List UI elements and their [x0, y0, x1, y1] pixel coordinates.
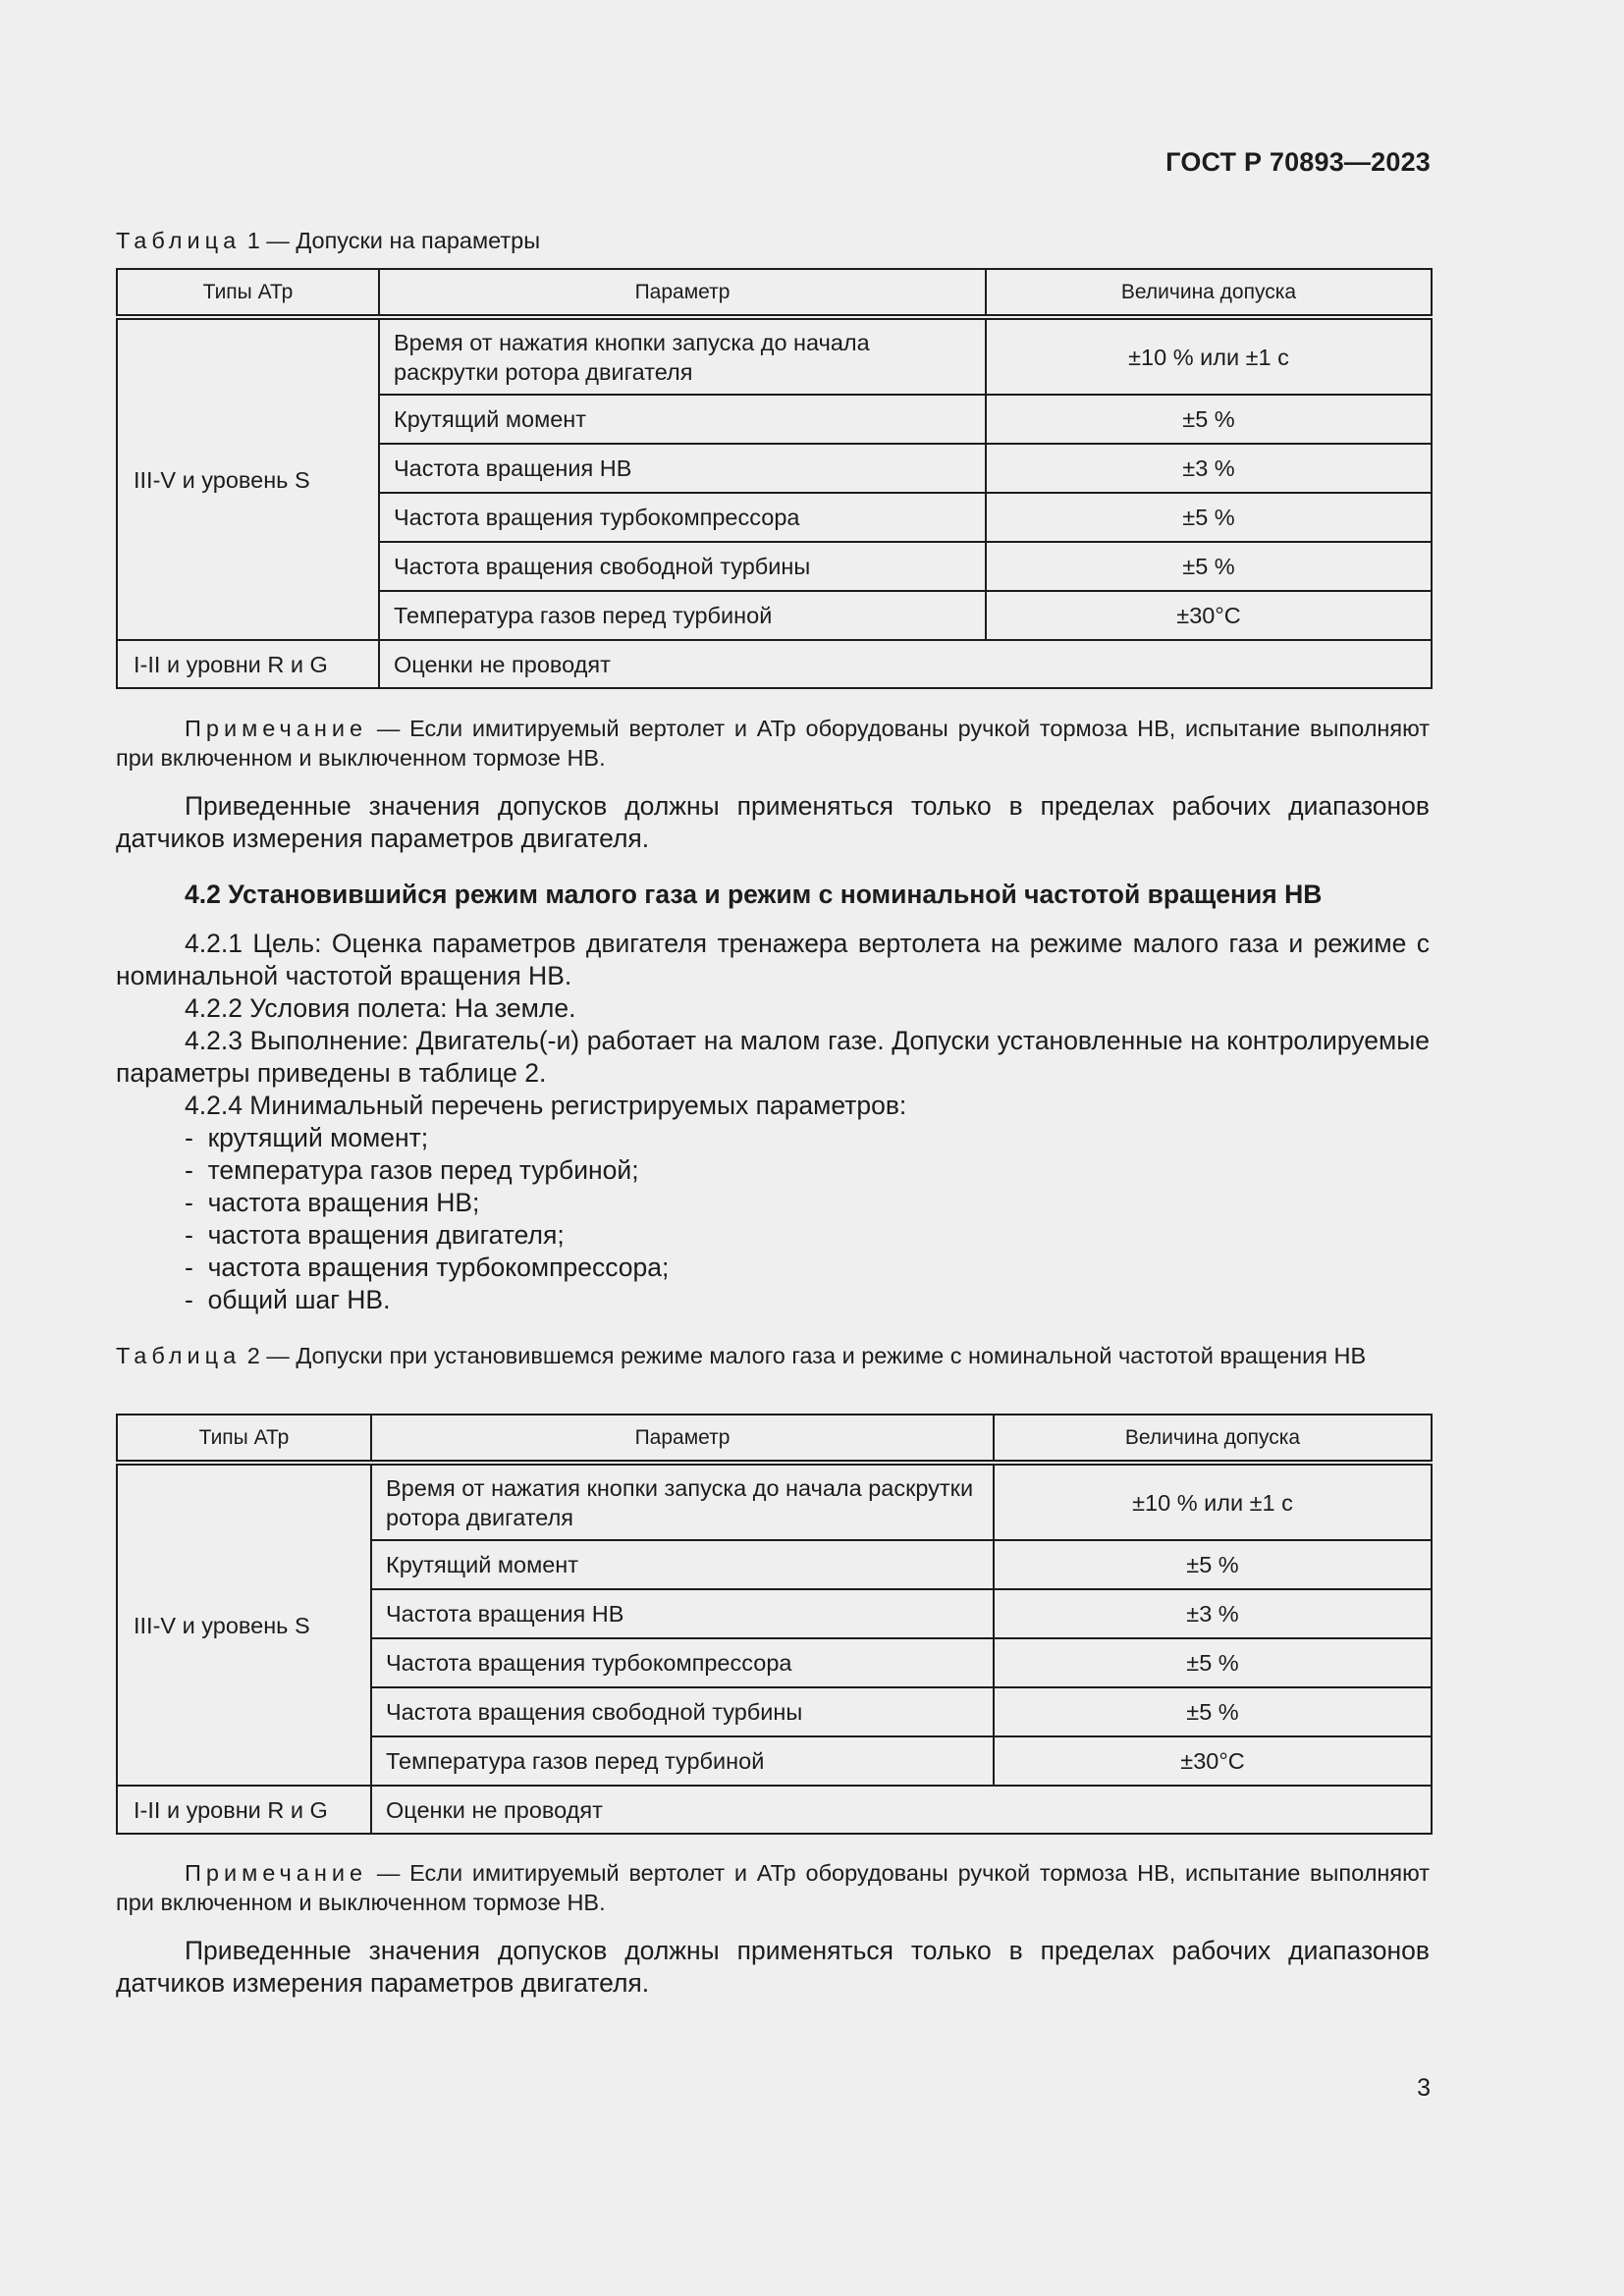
table2-type-group-b: I-II и уровни R и G	[117, 1786, 371, 1834]
note-text: — Если имитируемый вертолет и АТр оборудованы ручкой тормоза НВ, испытание выполняют при включенном и выключенном тормозе НВ.	[116, 1860, 1430, 1915]
paragraph-4-2-4: 4.2.4 Минимальный перечень регистрируемых параметров:	[185, 1091, 907, 1120]
table2-col-type: Типы АТр	[117, 1415, 371, 1463]
list-item: - крутящий момент;	[185, 1122, 669, 1154]
table2-param: Время от нажатия кнопки запуска до начала раскрутки ротора двигателя	[371, 1463, 994, 1540]
table1-param: Крутящий момент	[379, 395, 986, 444]
table2-value: ±5 %	[994, 1638, 1432, 1687]
paragraph-4-2-2: 4.2.2 Условия полета: На земле.	[185, 993, 576, 1023]
table-row	[117, 640, 1432, 688]
table2-param: Частота вращения НВ	[371, 1589, 994, 1638]
table2-param: Температура газов перед турбиной	[371, 1736, 994, 1786]
list-item: - общий шаг НВ.	[185, 1284, 669, 1316]
table1-col-param: Параметр	[379, 269, 986, 317]
paragraph-4-2-3: 4.2.3 Выполнение: Двигатель(-и) работает на малом газе. Допуски установленные на контролируемые параметры приведены в таблице 2.	[116, 1026, 1430, 1088]
table1-group-b-text: Оценки не проводят	[379, 640, 1432, 688]
table1-caption	[116, 226, 1430, 255]
table2-header-row	[117, 1415, 1432, 1463]
standard-number: ГОСТ Р 70893—2023	[1165, 147, 1431, 177]
paragraph: Приведенные значения допусков должны применяться только в пределах рабочих диапазонов датчиков измерения параметров двигателя.	[116, 791, 1430, 853]
list-item: - частота вращения НВ;	[185, 1187, 669, 1219]
table1-col-type: Типы АТр	[117, 269, 379, 317]
table-row	[117, 1786, 1432, 1834]
note-label: Примечание	[185, 1860, 368, 1886]
table2-value: ±30°C	[994, 1736, 1432, 1786]
table1-param: Температура газов перед турбиной	[379, 591, 986, 640]
list-item: - температура газов перед турбиной;	[185, 1154, 669, 1187]
table1-value: ±3 %	[986, 444, 1432, 493]
table1	[116, 268, 1433, 689]
list-item: - частота вращения турбокомпрессора;	[185, 1252, 669, 1284]
table2-group-b-text: Оценки не проводят	[371, 1786, 1432, 1834]
table2-caption	[116, 1341, 1430, 1370]
table1-param: Частота вращения турбокомпрессора	[379, 493, 986, 542]
page-number: 3	[1417, 2074, 1431, 2102]
table1-value: ±10 % или ±1 с	[986, 317, 1432, 395]
table2-note	[116, 1858, 1430, 1917]
table2-value: ±3 %	[994, 1589, 1432, 1638]
table2-param: Частота вращения турбокомпрессора	[371, 1638, 994, 1687]
section-heading: 4.2 Установившийся режим малого газа и режим с номинальной частотой вращения НВ	[185, 880, 1323, 909]
table1-value: ±30°C	[986, 591, 1432, 640]
table2-col-param: Параметр	[371, 1415, 994, 1463]
table2-caption-label: Таблица	[116, 1343, 242, 1368]
table1-col-value: Величина допуска	[986, 269, 1432, 317]
table2-value: ±5 %	[994, 1540, 1432, 1589]
table2	[116, 1414, 1433, 1835]
paragraph-4-2-1: 4.2.1 Цель: Оценка параметров двигателя тренажера вертолета на режиме малого газа и режиме с номинальной частотой вращения НВ.	[116, 929, 1430, 990]
table1-value: ±5 %	[986, 395, 1432, 444]
table1-note	[116, 714, 1430, 773]
table1-param: Частота вращения свободной турбины	[379, 542, 986, 591]
table2-param: Крутящий момент	[371, 1540, 994, 1589]
table1-caption-label: Таблица	[116, 228, 242, 253]
table2-col-value: Величина допуска	[994, 1415, 1432, 1463]
table1-param: Время от нажатия кнопки запуска до начала раскрутки ротора двигателя	[379, 317, 986, 395]
paragraph: Приведенные значения допусков должны применяться только в пределах рабочих диапазонов датчиков измерения параметров двигателя.	[116, 1936, 1430, 1998]
table2-type-group-a: III-V и уровень S	[117, 1463, 371, 1786]
table1-param: Частота вращения НВ	[379, 444, 986, 493]
table1-header-row	[117, 269, 1432, 317]
table1-type-group-a: III-V и уровень S	[117, 317, 379, 640]
table2-value: ±10 % или ±1 с	[994, 1463, 1432, 1540]
parameter-list	[185, 1122, 669, 1316]
note-label: Примечание	[185, 716, 368, 741]
table1-caption-text: 1 — Допуски на параметры	[246, 228, 541, 253]
table1-value: ±5 %	[986, 542, 1432, 591]
table2-value: ±5 %	[994, 1687, 1432, 1736]
note-text: — Если имитируемый вертолет и АТр оборудованы ручкой тормоза НВ, испытание выполняют при включенном и выключенном тормозе НВ.	[116, 716, 1430, 771]
table1-value: ±5 %	[986, 493, 1432, 542]
table-row	[117, 317, 1432, 395]
table2-caption-text: 2 — Допуски при установившемся режиме малого газа и режиме с номинальной частотой вращения НВ	[246, 1343, 1367, 1368]
list-item: - частота вращения двигателя;	[185, 1219, 669, 1252]
table-row	[117, 1463, 1432, 1540]
table2-param: Частота вращения свободной турбины	[371, 1687, 994, 1736]
table1-type-group-b: I-II и уровни R и G	[117, 640, 379, 688]
